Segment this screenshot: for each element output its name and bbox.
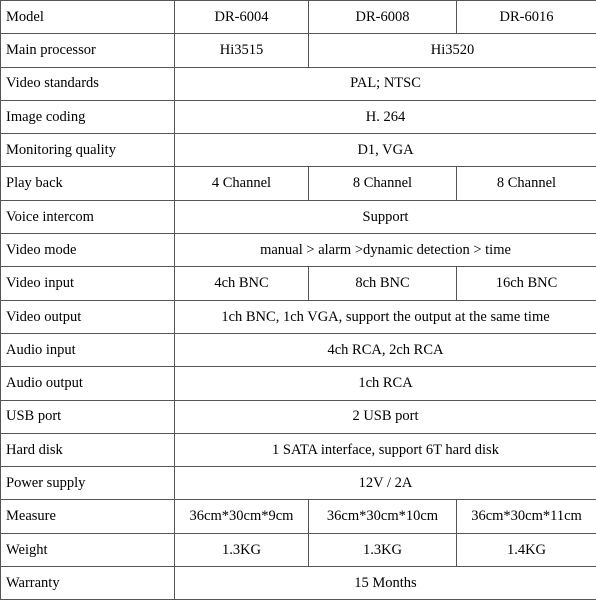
cell-value: 8ch BNC	[309, 267, 457, 300]
cell-value: 4 Channel	[175, 167, 309, 200]
cell-value: DR-6008	[309, 1, 457, 34]
cell-value: manual > alarm >dynamic detection > time	[175, 234, 596, 267]
table-row	[1, 567, 596, 600]
row-label: Weight	[1, 533, 175, 566]
row-label: Video input	[1, 267, 175, 300]
table-row	[1, 267, 596, 300]
cell-value: 4ch RCA, 2ch RCA	[175, 333, 596, 366]
table-row	[1, 200, 596, 233]
cell-value: 2 USB port	[175, 400, 596, 433]
table-row	[1, 300, 596, 333]
table-row	[1, 234, 596, 267]
cell-value: 36cm*30cm*9cm	[175, 500, 309, 533]
cell-value: DR-6004	[175, 1, 309, 34]
table-row	[1, 400, 596, 433]
cell-value: 16ch BNC	[457, 267, 596, 300]
cell-value: 15 Months	[175, 567, 596, 600]
cell-value: 1.3KG	[175, 533, 309, 566]
row-label: Audio input	[1, 333, 175, 366]
table-row	[1, 134, 596, 167]
table-row	[1, 367, 596, 400]
cell-value: Support	[175, 200, 596, 233]
row-label: Power supply	[1, 467, 175, 500]
row-label: Monitoring quality	[1, 134, 175, 167]
row-label: Video output	[1, 300, 175, 333]
table-row	[1, 67, 596, 100]
cell-value: 8 Channel	[457, 167, 596, 200]
cell-value: 36cm*30cm*10cm	[309, 500, 457, 533]
cell-value: 1 SATA interface, support 6T hard disk	[175, 433, 596, 466]
cell-value: PAL; NTSC	[175, 67, 596, 100]
row-label: Warranty	[1, 567, 175, 600]
row-label: Measure	[1, 500, 175, 533]
row-label: Video standards	[1, 67, 175, 100]
cell-value: H. 264	[175, 100, 596, 133]
cell-value: 36cm*30cm*11cm	[457, 500, 596, 533]
cell-value: 4ch BNC	[175, 267, 309, 300]
table-row	[1, 1, 596, 34]
row-label: USB port	[1, 400, 175, 433]
cell-value: Hi3515	[175, 34, 309, 67]
table-row	[1, 533, 596, 566]
row-label: Video mode	[1, 234, 175, 267]
row-label: Voice intercom	[1, 200, 175, 233]
cell-value: 12V / 2A	[175, 467, 596, 500]
table-row	[1, 100, 596, 133]
table-row	[1, 34, 596, 67]
cell-value: 1.3KG	[309, 533, 457, 566]
row-label: Image coding	[1, 100, 175, 133]
cell-value: D1, VGA	[175, 134, 596, 167]
row-label: Model	[1, 1, 175, 34]
cell-value: 1ch BNC, 1ch VGA, support the output at the same time	[175, 300, 596, 333]
cell-value: Hi3520	[309, 34, 596, 67]
row-label: Main processor	[1, 34, 175, 67]
cell-value: 1ch RCA	[175, 367, 596, 400]
row-label: Play back	[1, 167, 175, 200]
table-row	[1, 333, 596, 366]
row-label: Hard disk	[1, 433, 175, 466]
table-row	[1, 433, 596, 466]
row-label: Audio output	[1, 367, 175, 400]
cell-value: 1.4KG	[457, 533, 596, 566]
cell-value: 8 Channel	[309, 167, 457, 200]
table-row	[1, 167, 596, 200]
table-row	[1, 467, 596, 500]
table-row	[1, 500, 596, 533]
cell-value: DR-6016	[457, 1, 596, 34]
